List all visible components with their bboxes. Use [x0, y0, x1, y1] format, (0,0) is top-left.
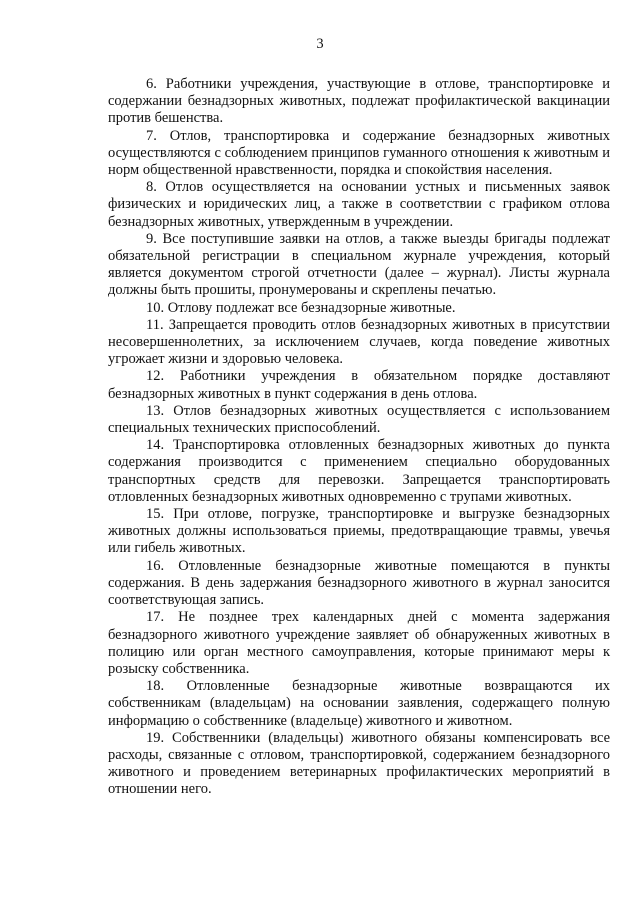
paragraph-10: 10. Отлову подлежат все безнадзорные животные.	[146, 299, 456, 316]
paragraph-13: 13. Отлов безнадзорных животных осуществляется с использованием специальных технических приспособлений.	[108, 402, 610, 437]
paragraph-18: 18. Отловленные безнадзорные животные возвращаются их собственникам (владельцам) на основании заявления, содержащего полную информацию о собственнике (владельце) животного и животном.	[108, 678, 610, 729]
paragraph-6: 6. Работники учреждения, участвующие в отлове, транспортировке и содержании безнадзорных животных, подлежат профилактической вакцинации против бешенства.	[108, 76, 610, 127]
document-body	[108, 76, 610, 799]
paragraph-12: 12. Работники учреждения в обязательном порядке доставляют безнадзорных животных в пункт содержания в день отлова.	[108, 368, 610, 402]
page-number: 3	[316, 36, 324, 52]
paragraph-7: 7. Отлов, транспортировка и содержание безнадзорных животных осуществляются с соблюдением принципов гуманного отношения к животным и норм общественной нравственности, порядка и спокойствия населения.	[108, 127, 610, 179]
paragraph-9: 9. Все поступившие заявки на отлов, а также выезды бригады подлежат обязательной регистрации в специальном журнале учреждения, который является документом строгой отчетности (далее – журнал). Листы журнала должны быть прошиты, пронумерованы и скреплены печатью.	[108, 230, 610, 299]
paragraph-15: 15. При отлове, погрузке, транспортировке и выгрузке безнадзорных животных должны использоваться приемы, предотвращающие травмы, увечья или гибель животных.	[108, 506, 610, 557]
paragraph-16: 16. Отловленные безнадзорные животные помещаются в пункты содержания. В день задержания безнадзорного животного в журнал заносится соответствующая запись.	[108, 557, 610, 609]
paragraph-11: 11. Запрещается проводить отлов безнадзорных животных в присутствии несовершеннолетних, за исключением случаев, когда поведение животных угрожает жизни и здоровью человека.	[108, 316, 610, 368]
paragraph-17: 17. Не позднее трех календарных дней с момента задержания безнадзорного животного учреждение заявляет об обнаруженных животных в полицию или орган местного самоуправления, которые принимают меры к розыску собственника.	[108, 609, 610, 677]
paragraph-8: 8. Отлов осуществляется на основании устных и письменных заявок физических и юридических лиц, а также в соответствии с графиком отлова безнадзорных животных, утвержденным в учреждении.	[108, 179, 610, 230]
paragraph-19: 19. Собственники (владельцы) животного обязаны компенсировать все расходы, связанные с отловом, транспортировкой, содержанием безнадзорного животного и проведением ветеринарных профилактических мероприятий в отношении него.	[108, 729, 610, 798]
paragraph-14: 14. Транспортировка отловленных безнадзорных животных до пункта содержания производится с применением специально оборудованных транспортных средств для перевозки. Запрещается транспортировать отловленных безнадзорных животных одновременно с трупами животных.	[108, 437, 610, 505]
